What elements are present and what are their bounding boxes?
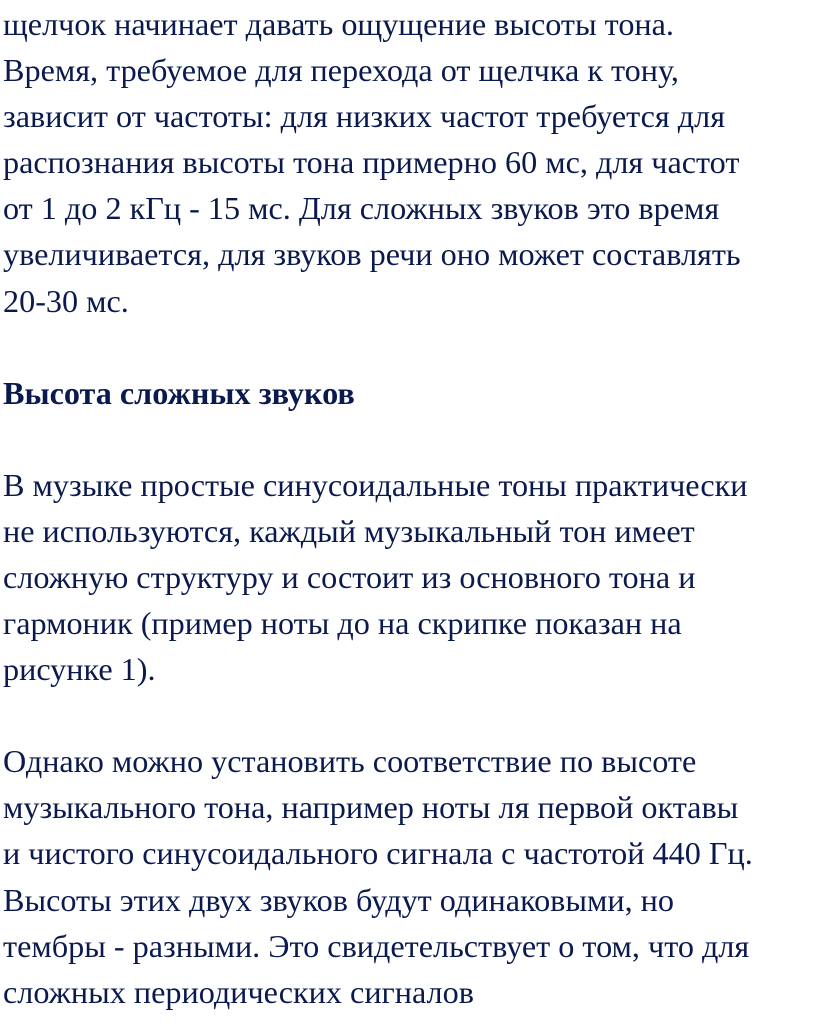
text-line: тембры - разными. Это свидетельствует о том, что для <box>3 927 750 964</box>
text-line: и чистого синусоидального сигнала с частотой 440 Гц. <box>3 835 753 872</box>
document-page <box>3 0 816 1015</box>
section-heading: Высота сложных звуков <box>3 374 355 411</box>
paragraph-spacer <box>3 692 816 738</box>
text-line: Время, требуемое для перехода от щелчка к тону, <box>3 52 679 89</box>
text-line: Высоты этих двух звуков будут одинаковыми, но <box>3 881 674 918</box>
paragraph-two <box>3 462 816 692</box>
paragraph-spacer <box>3 416 816 462</box>
text-line: от 1 до 2 кГц - 15 мс. Для сложных звуков это время <box>3 190 720 227</box>
text-line: щелчок начинает давать ощущение высоты тона. <box>3 6 674 42</box>
text-line: сложную структуру и состоит из основного тона и <box>3 558 696 595</box>
text-line: сложных периодических сигналов <box>3 973 474 1010</box>
text-line: музыкального тона, например ноты ля первой октавы <box>3 789 739 826</box>
text-line: зависит от частоты: для низких частот требуется для <box>3 98 726 135</box>
paragraph-spacer <box>3 324 816 370</box>
paragraph-three <box>3 738 816 1015</box>
text-line: распознания высоты тона примерно 60 мс, для частот <box>3 144 740 181</box>
text-line: 20-30 мс. <box>3 282 129 319</box>
text-line: не используются, каждый музыкальный тон имеет <box>3 512 695 549</box>
text-line: рисунке 1). <box>3 651 156 688</box>
text-line: Однако можно установить соответствие по высоте <box>3 743 697 780</box>
text-line: В музыке простые синусоидальные тоны практически <box>3 466 748 503</box>
intro-paragraph <box>3 1 816 324</box>
text-line: увеличивается, для звуков речи оно может составлять <box>3 236 741 273</box>
text-line: гармоник (пример ноты до на скрипке показан на <box>3 605 682 642</box>
